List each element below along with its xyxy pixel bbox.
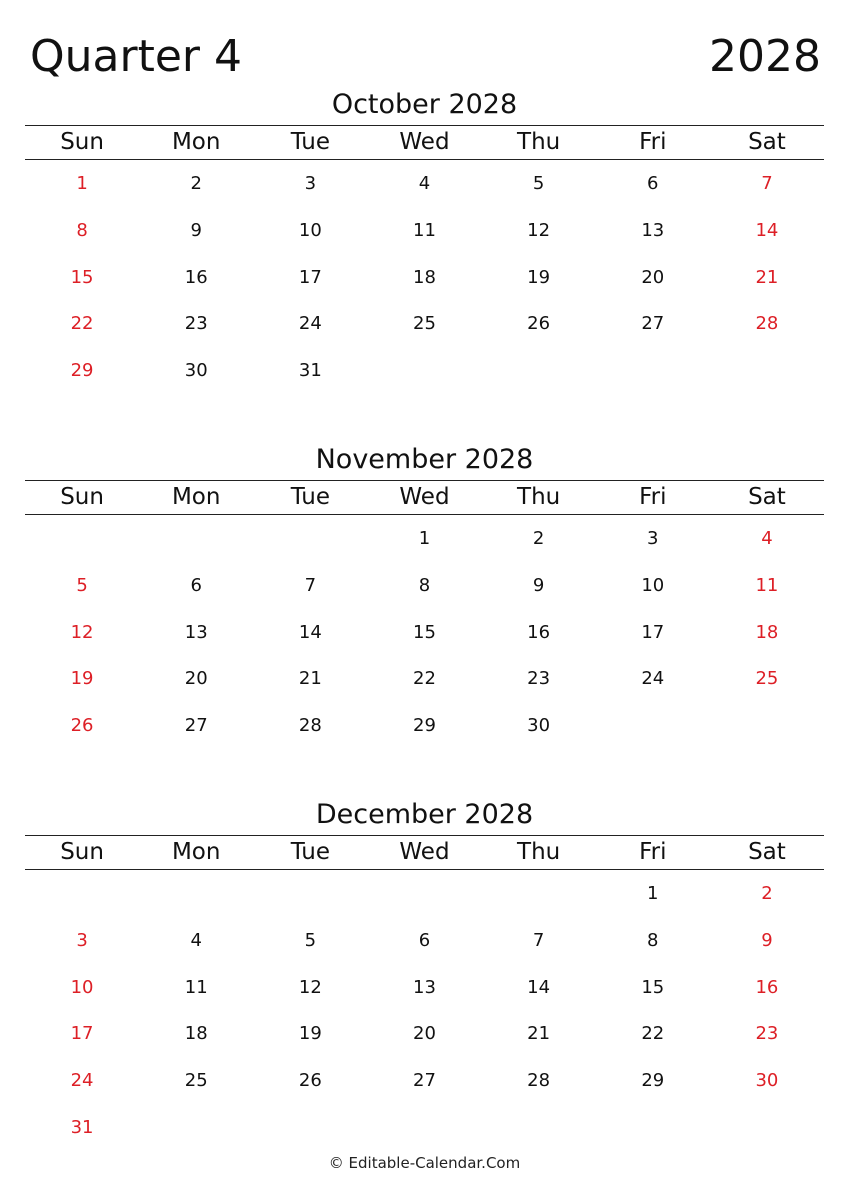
day-cell: 21 [755,266,779,288]
weekday-header-sat: Sat [748,484,786,510]
month-december [25,795,824,1152]
day-cell: 13 [641,219,665,241]
day-cell: 1 [418,528,431,549]
day-cell: 23 [527,668,551,690]
day-cell: 10 [641,574,665,596]
day-cell-empty [482,348,596,395]
day-cell: 10 [70,976,94,998]
weekday-header-sun: Sun [60,839,104,865]
day-cell-empty [482,871,596,918]
day-cell: 27 [184,715,208,737]
month-title: December 2028 [315,799,534,830]
day-cell: 2 [761,883,773,904]
day-cell: 22 [641,1023,665,1045]
month-title: November 2028 [315,444,534,475]
day-cell: 18 [184,1023,208,1045]
day-cell: 27 [641,313,665,335]
day-cell: 25 [184,1070,208,1092]
day-cell: 14 [755,219,779,241]
day-cell: 20 [413,1023,436,1045]
day-cell: 17 [641,621,665,643]
day-cell: 6 [190,574,202,596]
day-cell: 23 [184,313,208,335]
day-cell: 24 [641,668,665,690]
page-title: Quarter 4 [30,31,242,82]
day-cell: 4 [418,173,431,194]
day-cell: 29 [641,1070,665,1092]
day-cell-empty [253,516,367,563]
day-cell: 26 [298,1070,322,1092]
weekday-header-tue: Tue [290,839,330,865]
day-cell: 21 [527,1023,551,1045]
day-cell: 4 [190,929,202,951]
month-november [25,440,824,750]
day-cell: 14 [527,976,551,998]
day-grid [25,160,824,395]
day-cell: 1 [647,883,659,904]
day-cell: 9 [532,574,545,596]
day-cell: 25 [413,313,436,335]
day-cell: 27 [413,1070,436,1092]
month-october [25,85,824,395]
day-cell: 9 [190,219,202,241]
day-cell-empty [596,1105,710,1152]
day-cell-empty [25,516,139,563]
day-cell: 31 [70,1116,94,1138]
day-grid [25,515,824,750]
day-cell-empty [710,348,824,395]
weekday-header-row [25,125,824,160]
weekday-header-wed: Wed [399,839,450,865]
day-cell: 19 [70,668,94,690]
weekday-header-sun: Sun [60,484,104,510]
weekday-header-wed: Wed [399,484,450,510]
day-cell: 2 [190,173,202,194]
day-cell: 6 [647,173,659,194]
day-cell: 30 [755,1070,779,1092]
day-cell-empty [710,1105,824,1152]
day-cell: 28 [755,313,779,335]
day-cell: 7 [304,574,317,596]
day-cell-empty [482,1105,596,1152]
day-cell: 1 [76,173,88,194]
day-cell-empty [253,871,367,918]
day-cell-empty [139,516,253,563]
weekday-header-tue: Tue [290,129,330,155]
day-cell: 26 [527,313,551,335]
day-cell: 9 [761,929,773,951]
day-cell: 11 [184,976,208,998]
weekday-header-mon: Mon [171,484,221,510]
day-cell: 28 [298,715,322,737]
day-cell: 15 [70,266,94,288]
day-cell: 3 [76,929,88,951]
day-cell: 24 [70,1070,94,1092]
day-cell: 19 [298,1023,322,1045]
weekday-header-row [25,480,824,515]
day-cell: 30 [527,715,551,737]
day-cell: 15 [413,621,436,643]
day-cell: 14 [298,621,322,643]
day-cell: 22 [70,313,94,335]
day-cell: 7 [761,173,773,194]
day-cell: 6 [418,929,431,951]
day-cell: 10 [298,219,322,241]
day-cell: 18 [413,266,436,288]
day-cell-empty [596,348,710,395]
day-cell: 17 [298,266,322,288]
weekday-header-thu: Thu [517,839,561,865]
day-cell-empty [710,703,824,750]
day-cell: 30 [184,360,208,382]
day-cell: 3 [647,528,659,549]
weekday-header-sun: Sun [60,129,104,155]
weekday-header-sat: Sat [748,129,786,155]
day-cell: 12 [527,219,551,241]
day-cell: 21 [298,668,322,690]
day-cell: 20 [641,266,665,288]
day-cell: 20 [184,668,208,690]
day-cell: 5 [76,574,88,596]
weekday-header-thu: Thu [517,129,561,155]
day-cell: 23 [755,1023,779,1045]
weekday-header-thu: Thu [517,484,561,510]
day-cell: 13 [413,976,436,998]
day-cell: 3 [304,173,317,194]
day-cell: 16 [755,976,779,998]
day-cell: 7 [532,929,545,951]
page-year: 2028 [709,31,821,82]
day-cell: 29 [413,715,436,737]
weekday-header-row [25,835,824,870]
day-cell-empty [139,1105,253,1152]
weekday-header-fri: Fri [639,484,667,510]
day-cell: 8 [647,929,659,951]
weekday-header-sat: Sat [748,839,786,865]
day-cell: 13 [184,621,208,643]
day-cell: 11 [755,574,779,596]
day-cell-empty [367,1105,481,1152]
day-cell: 2 [532,528,545,549]
footer-copyright: © Editable-Calendar.Com [328,1154,521,1172]
day-cell-empty [253,1105,367,1152]
day-cell: 17 [70,1023,94,1045]
day-cell: 8 [418,574,431,596]
weekday-header-fri: Fri [639,839,667,865]
weekday-header-mon: Mon [171,129,221,155]
day-cell-empty [367,348,481,395]
day-cell-empty [139,871,253,918]
day-cell: 29 [70,360,94,382]
day-cell: 16 [184,266,208,288]
day-cell-empty [596,703,710,750]
day-cell-empty [25,871,139,918]
day-grid [25,870,824,1152]
day-cell: 16 [527,621,551,643]
day-cell: 18 [755,621,779,643]
day-cell: 5 [532,173,545,194]
day-cell: 28 [527,1070,551,1092]
day-cell: 26 [70,715,94,737]
day-cell: 4 [761,528,773,549]
day-cell: 25 [755,668,779,690]
day-cell: 22 [413,668,436,690]
weekday-header-fri: Fri [639,129,667,155]
weekday-header-mon: Mon [171,839,221,865]
day-cell: 24 [298,313,322,335]
month-title: October 2028 [331,89,518,120]
weekday-header-tue: Tue [290,484,330,510]
day-cell-empty [367,871,481,918]
day-cell: 8 [76,219,88,241]
day-cell: 31 [298,360,322,382]
weekday-header-wed: Wed [399,129,450,155]
day-cell: 5 [304,929,317,951]
day-cell: 11 [413,219,436,241]
day-cell: 15 [641,976,665,998]
day-cell: 19 [527,266,551,288]
day-cell: 12 [70,621,94,643]
day-cell: 12 [298,976,322,998]
